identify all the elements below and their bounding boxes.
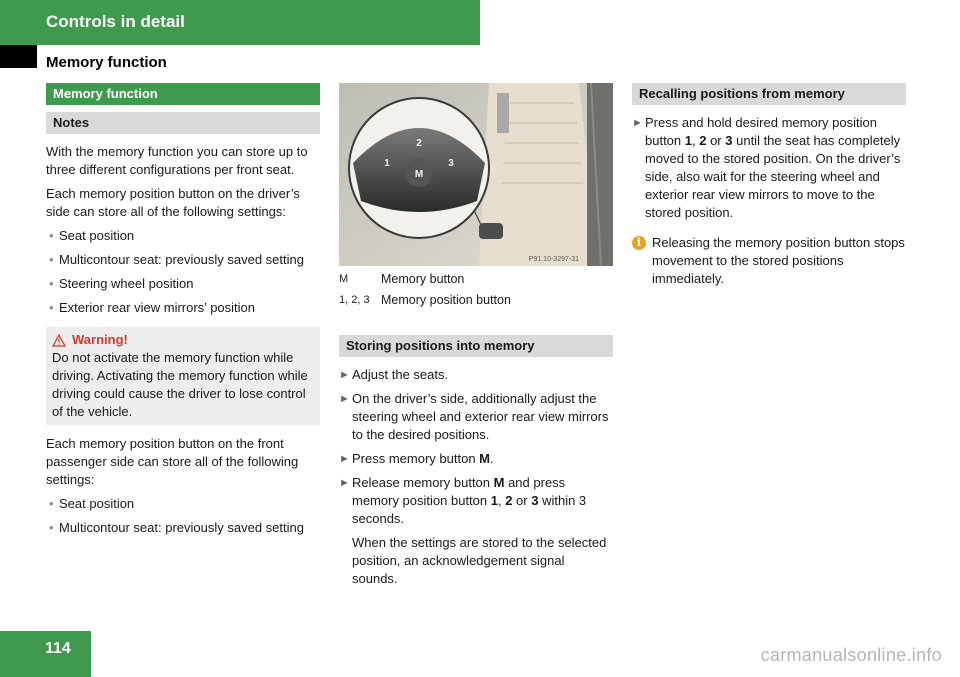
list-item: • Seat position — [49, 228, 135, 243]
legend-key: 1, 2, 3 — [339, 294, 370, 306]
figure-button-m-label: M — [414, 169, 424, 180]
step-note: When the settings are stored to the selected position, an acknowledgement signal sounds. — [352, 535, 607, 586]
recall-steps-list — [632, 114, 906, 222]
warning-text: Do not activate the memory function while driving. Activating the memory function while driving could cause the driver to lose control of the vehicle. — [52, 350, 308, 419]
bullet-icon: • — [49, 252, 54, 267]
arrow-icon: ► — [339, 369, 350, 381]
column-left — [46, 83, 320, 543]
warning-header — [52, 331, 314, 349]
warning-box — [46, 327, 320, 425]
list-item: • Steering wheel position — [49, 276, 194, 291]
recalling-positions-heading: Recalling positions from memory — [632, 83, 906, 105]
driver-intro-paragraph: Each memory position button on the driver’s side can store all of the following settings: — [46, 186, 300, 219]
arrow-icon: ► — [632, 117, 643, 129]
list-item: • Exterior rear view mirrors’ position — [49, 300, 256, 315]
info-icon: i — [632, 236, 646, 250]
passenger-settings-list — [46, 495, 320, 537]
bullet-icon: • — [49, 228, 54, 243]
legend-text: Memory position button — [381, 293, 511, 307]
column-right — [632, 83, 906, 288]
list-item: • Multicontour seat: previously saved setting — [49, 520, 304, 535]
legend-key: M — [339, 273, 349, 285]
column-middle — [339, 83, 613, 594]
list-item: • Multicontour seat: previously saved setting — [49, 252, 304, 267]
section-marker — [0, 45, 37, 68]
arrow-icon: ► — [339, 393, 350, 405]
figure-code: P91.10-3297-31 — [528, 256, 579, 263]
info-note — [632, 234, 906, 288]
legend-text: Memory button — [381, 272, 465, 286]
bullet-icon: • — [49, 520, 54, 535]
bullet-icon: • — [49, 276, 54, 291]
chapter-title: Controls in detail — [46, 12, 185, 31]
step-item: ► Press memory button M. — [339, 451, 494, 466]
info-text: Releasing the memory position button stops movement to the stored positions immediately. — [652, 235, 905, 286]
bullet-icon: • — [49, 300, 54, 315]
warning-triangle-icon — [52, 334, 66, 347]
storing-steps-list — [339, 366, 613, 588]
step-item: ► On the driver’s side, additionally adjust the steering wheel and exterior rear view mirrors to the desired positions. — [339, 391, 609, 442]
storing-positions-heading: Storing positions into memory — [339, 335, 613, 357]
step-item: ► Press and hold desired memory position button 1, 2 or 3 until the seat has completely moved to the stored position. On the driver’s side, also wait for the steering wheel and exterior rear view mirrors to move to the stored position. — [632, 115, 901, 220]
page-number: 114 — [45, 640, 71, 657]
memory-function-heading: Memory function — [46, 83, 320, 105]
page-title: Memory function — [46, 54, 167, 71]
notes-heading: Notes — [46, 112, 320, 134]
list-item: • Seat position — [49, 496, 135, 511]
arrow-icon: ► — [339, 477, 350, 489]
step-item: ► Adjust the seats. — [339, 367, 449, 382]
intro-paragraph: With the memory function you can store up to three different configurations per front seat. — [46, 144, 308, 177]
warning-title: Warning! — [72, 332, 128, 347]
figure-button-3-label: 3 — [448, 158, 454, 169]
figure-button-2-label: 2 — [416, 138, 422, 149]
arrow-icon: ► — [339, 453, 350, 465]
figure-legend — [339, 270, 613, 309]
driver-settings-list — [46, 227, 320, 317]
memory-buttons-figure — [339, 83, 613, 266]
watermark: carmanualsonline.info — [760, 645, 942, 665]
figure-button-1-label: 1 — [384, 158, 390, 169]
bullet-icon: • — [49, 496, 54, 511]
legend-row — [339, 270, 613, 288]
step-item: ► Release memory button M and press memory position button 1, 2 or 3 within 3 seconds. When the settings are stored to the selected position, an acknowledgement signal sounds. — [339, 474, 613, 588]
passenger-intro-paragraph: Each memory position button on the front passenger side can store all of the following settings: — [46, 436, 299, 487]
legend-row — [339, 291, 613, 309]
